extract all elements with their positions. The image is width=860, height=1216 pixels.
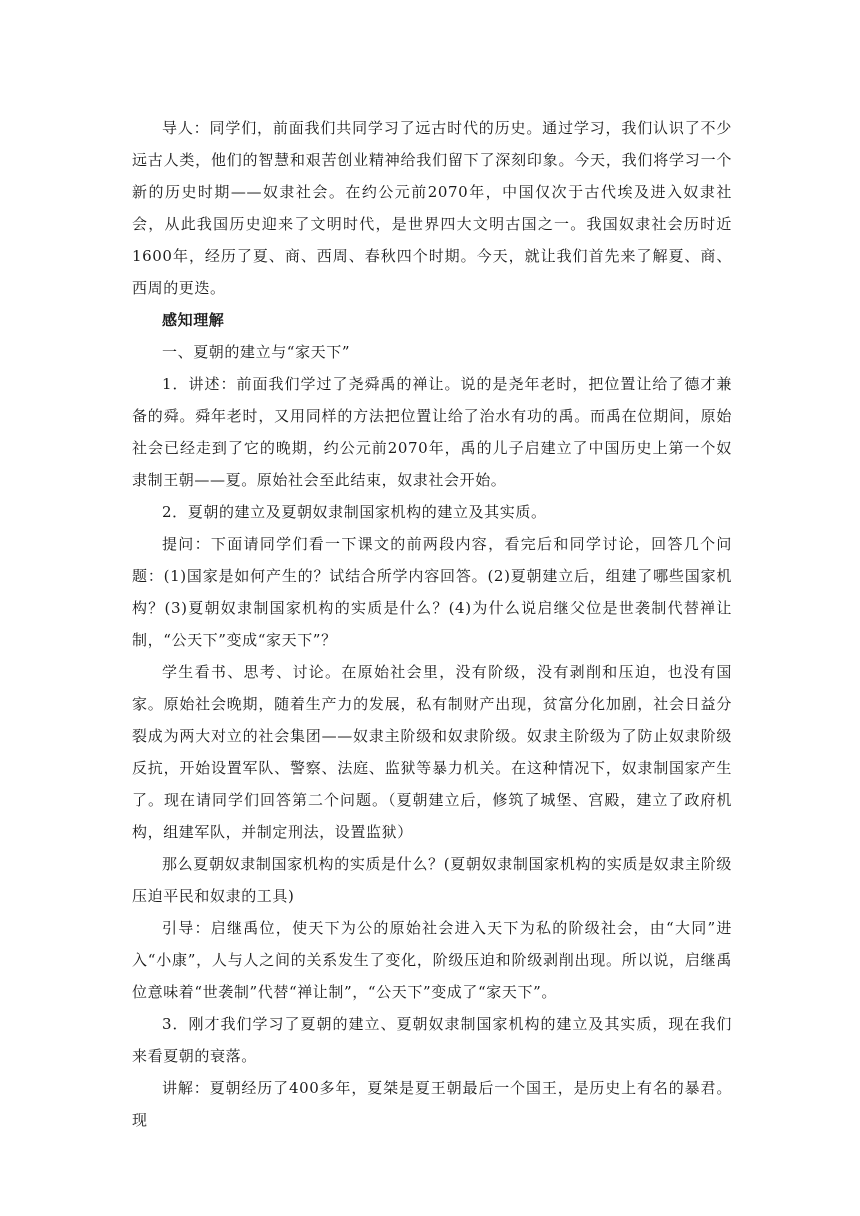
section-heading: 感知理解 [162,311,225,329]
paragraph-point-2: 2．夏朝的建立及夏朝奴隶制国家机构的建立及其实质。 [162,503,547,521]
document-body [132,112,732,1136]
intro-paragraph: 导人：同学们，前面我们共同学习了远古时代的历史。通过学习，我们认识了不少远古人类，他们的智慧和艰苦创业精神给我们留下了深刻印象。今天，我们将学习一个新的历史时期——奴隶社会。在约公元前2070年，中国仅次于古代埃及进入奴隶社会，从此我国历史迎来了文明时代，是世界四大文明古国之一。我国奴隶社会历时近1600年，经历了夏、商、西周、春秋四个时期。今天，就让我们首先来了解夏、商、西周的更迭。 [132,119,732,297]
paragraph-discussion: 学生看书、思考、讨论。在原始社会里，没有阶级，没有剥削和压迫，也没有国家。原始社会晚期，随着生产力的发展，私有制财产出现，贫富分化加剧，社会日益分裂成为两大对立的社会集团——奴隶主阶级和奴隶阶级。奴隶主阶级为了防止奴隶阶级反抗，开始设置军队、警察、法庭、监狱等暴力机关。在这种情况下，奴隶制国家产生了。现在请同学们回答第二个问题。（夏朝建立后，修筑了城堡、宫殿，建立了政府机构，组建军队，并制定刑法，设置监狱） [132,663,732,841]
subsection-title: 一、夏朝的建立与“家天下” [162,343,351,361]
paragraph-guidance: 引导：启继禹位，使天下为公的原始社会进入天下为私的阶级社会，由“大同”进入“小康”，人与人之间的关系发生了变化，阶级压迫和阶级剥削出现。所以说，启继禹位意味着“世袭制”代替“禅让制”，“公天下”变成了“家天下”。 [132,919,732,1001]
paragraph-explanation: 讲解：夏朝经历了400多年，夏桀是夏王朝最后一个国王，是历史上有名的暴君。现 [132,1079,732,1129]
paragraph-questions: 提问：下面请同学们看一下课文的前两段内容，看完后和同学讨论，回答几个问题：(1)国家是如何产生的？试结合所学内容回答。(2)夏朝建立后，组建了哪些国家机构？(3)夏朝奴隶制国家机构的实质是什么？(4)为什么说启继父位是世袭制代替禅让制，“公天下”变成“家天下”？ [132,535,732,649]
paragraph-narration: 1．讲述：前面我们学过了尧舜禹的禅让。说的是尧年老时，把位置让给了德才兼备的舜。舜年老时，又用同样的方法把位置让给了治水有功的禹。而禹在位期间，原始社会已经走到了它的晚期，约公元前2070年，禹的儿子启建立了中国历史上第一个奴隶制王朝——夏。原始社会至此结束，奴隶社会开始。 [132,375,732,489]
paragraph-essence: 那么夏朝奴隶制国家机构的实质是什么？(夏朝奴隶制国家机构的实质是奴隶主阶级压迫平民和奴隶的工具) [132,855,732,905]
paragraph-point-3: 3．刚才我们学习了夏朝的建立、夏朝奴隶制国家机构的建立及其实质，现在我们来看夏朝的衰落。 [132,1015,732,1065]
